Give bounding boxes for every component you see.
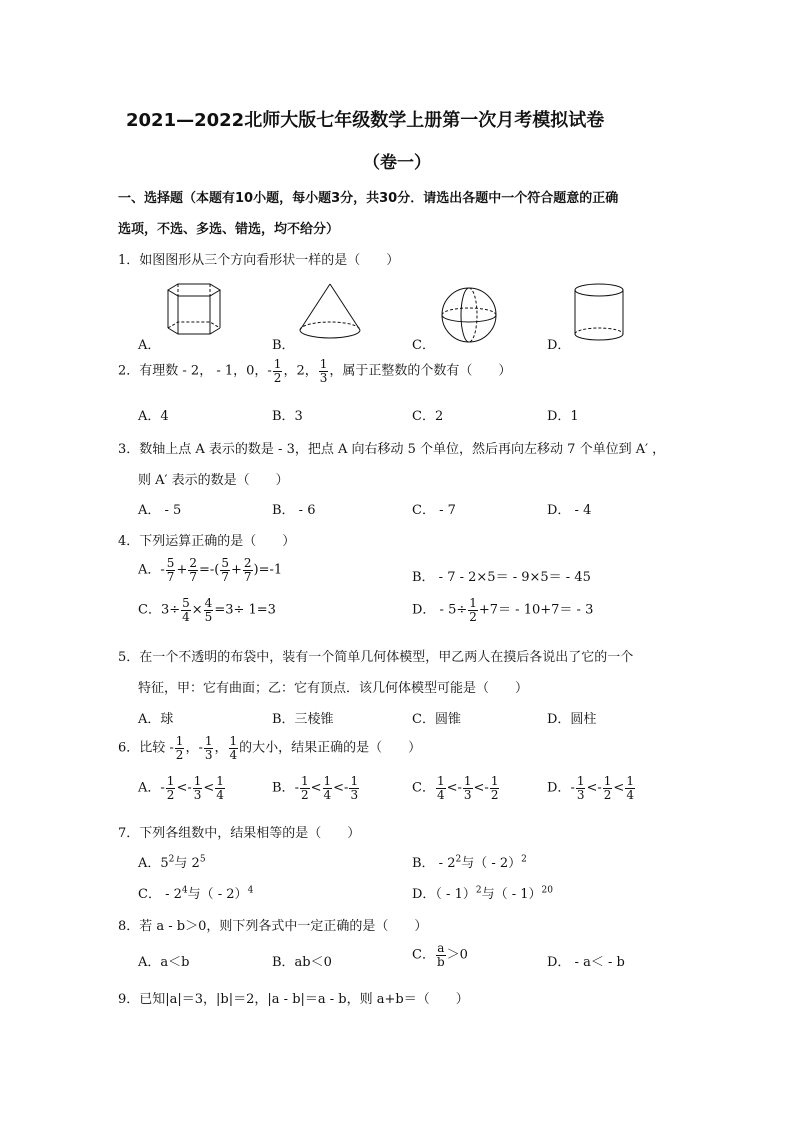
q8-option-d: D． - a＜ - b <box>547 955 625 970</box>
q1-option-a-label: A． <box>138 338 161 353</box>
question-3-line1: 3．数轴上点 A 表示的数是 - 3，把点 A 向右移动 5 个单位，然后再向左移动 7 个单位到 A′ ， <box>118 442 666 457</box>
question-4-stem: 4．下列运算正确的是（ ） <box>118 534 296 549</box>
result-text: +7＝ - 10+7＝ - 3 <box>478 602 594 618</box>
q3-option-a: A． - 5 <box>138 503 182 518</box>
q3-option-d: D． - 4 <box>547 503 592 518</box>
fraction: $\frac{2}{7}$ <box>189 556 197 584</box>
q3-option-c: C． - 7 <box>412 503 456 518</box>
q1-option-d-label: D． <box>547 338 571 353</box>
sphere-figure <box>438 286 500 346</box>
cylinder-figure <box>570 282 628 344</box>
q7-option-d: D．（ - 1）$^2$与（ - 1）$^{20}$ <box>412 885 553 902</box>
fraction: $\frac{5}{7}$ <box>166 556 175 584</box>
question-6-stem <box>118 735 421 761</box>
q6-text-4: 的大小，结果正确的是（ ） <box>239 740 422 756</box>
q8-option-c: C． $\frac{a}{b}$ ＞0 <box>412 941 468 969</box>
fraction: $\frac{4}{5}$ <box>204 596 213 624</box>
question-3-line2: 则 A′ 表示的数是（ ） <box>138 473 289 488</box>
q6-text-3: ， <box>214 740 228 756</box>
q2-text-3: ，属于正整数的个数有（ ） <box>329 363 512 379</box>
plus-sign: + <box>230 562 242 578</box>
section-header-line1: 一、选择题（本题有10小题，每小题3分，共30分．请选出各题中一个符合题意的正确 <box>118 191 619 206</box>
question-2-stem <box>118 358 511 384</box>
fraction: $\frac{1}{3}$ <box>204 734 213 762</box>
question-7-stem: 7．下列各组数中，结果相等的是（ ） <box>118 826 361 841</box>
q4-option-d <box>412 597 593 623</box>
fraction: $\frac{5}{7}$ <box>221 556 229 584</box>
q6-option-c: C． $\frac{1}{4}$ <- $\frac{1}{3}$ <- $\frac{1}{2}$ <box>412 774 499 802</box>
q7-option-c: C． - $2^4$与（ - 2）$^4$ <box>138 885 254 902</box>
q1-option-c-label: C． <box>412 338 435 353</box>
q2-text-1: 2．有理数 - 2， - 1，0，- <box>118 363 272 379</box>
page-title: 2021—2022北师大版七年级数学上册第一次月考模拟试卷 <box>126 110 605 131</box>
result-text: =3÷ 1=3 <box>214 602 276 618</box>
q2-option-a: A．4 <box>138 409 169 424</box>
question-1-stem: 1．如图图形从三个方向看形状一样的是（ ） <box>118 253 400 268</box>
expr-text: 3÷ <box>160 602 181 618</box>
times-sign: × <box>191 602 203 618</box>
q4-option-c <box>138 597 276 623</box>
q6-option-b: B．- $\frac{1}{2}$ < $\frac{1}{4}$ <- $\frac{1}{3}$ <box>272 774 359 802</box>
minus-sign: - <box>160 562 165 578</box>
cone-figure <box>295 282 365 342</box>
fraction: $\frac{2}{7}$ <box>243 556 252 584</box>
equals-text: =-( <box>198 562 220 578</box>
fraction: $\frac{1}{2}$ <box>273 357 282 385</box>
q6-text-1: 6．比较 - <box>118 740 174 756</box>
q3-option-b: B． - 6 <box>272 503 316 518</box>
section-header-line2: 选项，不选、多选、错选，均不给分） <box>118 222 340 237</box>
question-5-line2: 特征，甲：它有曲面；乙：它有顶点．该几何体模型可能是（ ） <box>138 681 529 696</box>
question-9-stem: 9．已知|a|＝3，|b|＝2，|a - b|＝a - b，则 a+b＝（ ） <box>118 992 469 1007</box>
fraction: $\frac{1}{3}$ <box>319 357 328 385</box>
q6-text-2: ，- <box>185 740 203 756</box>
q6-option-d: D．- $\frac{1}{3}$ <- $\frac{1}{2}$ < $\frac{1}{4}$ <box>547 774 634 802</box>
question-8-stem: 8．若 a - b＞0，则下列各式中一定正确的是（ ） <box>118 919 428 934</box>
fraction: $\frac{1}{2}$ <box>469 596 477 624</box>
q1-option-b-label: B． <box>272 338 295 353</box>
option-label: C． <box>138 602 161 618</box>
q2-option-c: C．2 <box>412 409 444 424</box>
fraction: $\frac{1}{4}$ <box>229 734 238 762</box>
result-text: )=-1 <box>253 562 283 578</box>
q6-option-a: A．- $\frac{1}{2}$ <- $\frac{1}{3}$ < $\frac{1}{4}$ <box>138 774 224 802</box>
fraction: $\frac{5}{4}$ <box>182 596 190 624</box>
question-5-line1: 5．在一个不透明的布袋中，装有一个简单几何体模型，甲乙两人在摸后各说出了它的一个 <box>118 650 634 665</box>
q8-option-b: B．ab＜0 <box>272 955 332 970</box>
plus-sign: + <box>176 562 188 578</box>
hexagonal-prism-figure <box>160 282 228 342</box>
q7-option-b: B． - $2^2$与（ - 2）$^2$ <box>412 854 527 871</box>
q2-option-d: D．1 <box>547 409 579 424</box>
q4-option-b: B． - 7 - 2×5＝ - 9×5＝ - 45 <box>412 570 591 585</box>
q8-option-a: A．a＜b <box>138 955 190 970</box>
page-subtitle: （卷一） <box>363 153 431 173</box>
q2-text-2: ，2， <box>283 363 318 379</box>
q7-option-a: A．$5^2$与 $2^5$ <box>138 854 206 871</box>
q2-option-b: B．3 <box>272 409 303 424</box>
q5-option-d: D．圆柱 <box>547 712 597 727</box>
option-label: A． <box>138 562 161 578</box>
fraction: $\frac{1}{2}$ <box>175 734 184 762</box>
q5-option-a: A．球 <box>138 712 174 727</box>
q5-option-c: C．圆锥 <box>412 712 461 727</box>
option-label: D． - 5÷ <box>412 602 468 618</box>
q4-option-a <box>138 557 282 583</box>
q5-option-b: B．三棱锥 <box>272 712 334 727</box>
